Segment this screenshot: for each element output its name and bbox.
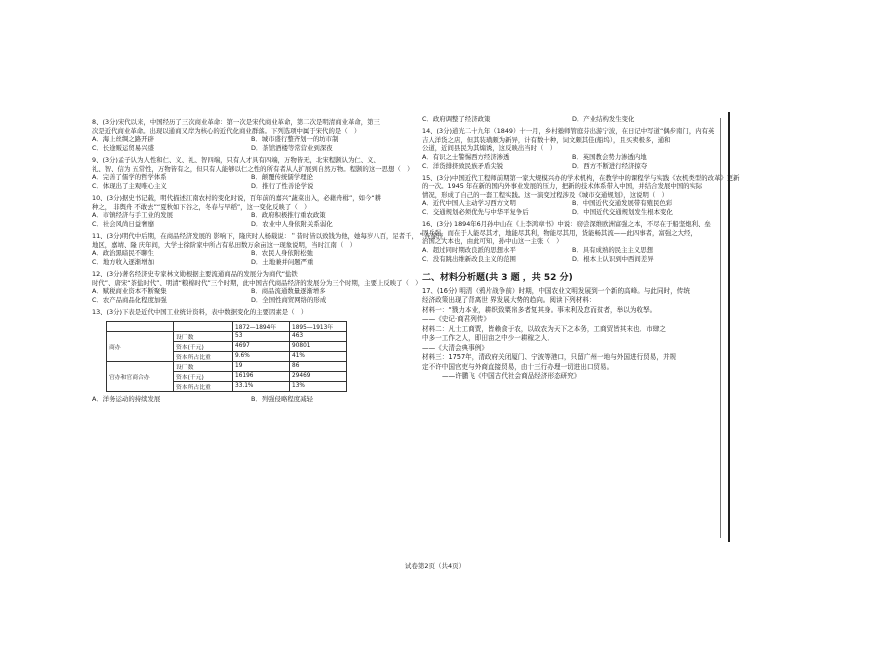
question-text: 12、(3分)著名经济史专家林文勋根据主要流通商品的发展分为商代“盐铁 xyxy=(92,270,298,278)
option-d: D．农业中人身依附关系弱化 xyxy=(251,220,333,228)
left-column xyxy=(92,115,444,404)
question-text: 公道，近间县民为其煽诱，这反映出当时（ ） xyxy=(422,144,557,152)
option-c: C．长途贩运贸易兴盛 xyxy=(92,144,154,152)
question-10 xyxy=(92,194,410,229)
option-d: D．中国近代交通规划发生根本变化 xyxy=(572,208,673,216)
table-header-cell: 1872—1894年 xyxy=(233,321,290,331)
question-text: 8、(3分)宋代以来，中国经历了三次商业革命：第一次是宋代商业革命，第二次是明清商业革命，第三 xyxy=(92,118,380,126)
table-cell: 资本(千元) xyxy=(174,341,233,351)
option-b: B．商品流通数量逐渐增多 xyxy=(251,287,326,295)
question-text: 11、(3分)明代中后期，在商品经济发展的 影响下，隆庆时人杨载说：＂昔时皆以致钱为他，她每岁八百，足者千，＂在徐江 xyxy=(92,232,444,240)
options xyxy=(422,208,722,217)
option-a: A．完善了儒学的哲学体系 xyxy=(92,173,167,181)
options xyxy=(422,153,722,162)
option-a: A．近代中国人主动学习西方文明 xyxy=(422,199,516,207)
table-cell: 90801 xyxy=(290,341,347,351)
material-3: 定不许中国官吏与外商直接贸易，由十三行办理一切进出口贸易。 xyxy=(422,362,614,371)
question-text: 情况，形成了自己的一套工程实践。这一演变过程涉及《城市交通规划》，这说明（ ） xyxy=(422,190,669,199)
option-c: C．农产品商品化程度加强 xyxy=(92,296,167,304)
option-a: A．超过同时期改良派的思想水平 xyxy=(422,245,516,254)
option-c: C．体现出了主观唯心主义 xyxy=(92,182,167,190)
options xyxy=(92,249,410,258)
option-a: A．市镇经济与手工业的发展 xyxy=(92,211,174,219)
option-a: A．海上丝绸之路开辟 xyxy=(92,135,154,143)
table-group-cell: 商办 xyxy=(107,331,174,361)
table-cell: 设厂数 xyxy=(174,361,233,371)
table-cell: 9.6% xyxy=(233,351,290,361)
options xyxy=(92,287,410,296)
options xyxy=(92,144,410,153)
option-d: D．产业结构发生变化 xyxy=(572,115,635,123)
table-cell: 19 xyxy=(233,361,290,371)
table-cell: 资本所占比重 xyxy=(174,351,233,361)
table-cell: 41% xyxy=(290,351,347,361)
question-text: 礼、智、信为 五常性，万物皆有之，但只有人能够以仁之性的所有者从人扩展到自然万物。程颢的这一思想（ ） xyxy=(92,164,414,173)
options xyxy=(92,296,410,305)
option-b: B．具有成熟的民主主义思想 xyxy=(572,245,654,254)
table-row xyxy=(107,361,347,371)
option-d: D．西方不断进行经济掠夺 xyxy=(572,161,648,170)
option-c: C．没有跳出维新改良主义的范围 xyxy=(422,254,516,263)
question-text: 13、(3分)下表是近代中国工业统计资料，表中数据变化的主要因素是（ ） xyxy=(92,308,308,316)
material-3: 材料三：1757年，清政府关闭厦门、宁波等港口，只留广州一地与外国进行贸易，并规 xyxy=(422,353,677,361)
table-group-cell: 官办和官商合办 xyxy=(107,361,174,391)
question-text: 16、(3分) 1894年6月孙中山在《上李鸿章书》中说：窃尝深维欧洲富强之本，不尽在于船坚炮利、垒 xyxy=(422,220,711,228)
option-c: C．政府调整了经济政策 xyxy=(422,115,491,123)
table-cell: 86 xyxy=(290,361,347,371)
material-1: 材料一：“戮力本业，耕织致粟帛多者复其身。事末利及怠而贫者，举以为收孥。 xyxy=(422,305,657,314)
option-a: A．政治黑暗民不聊生 xyxy=(92,249,154,257)
option-a: A．赋税商业资本不断聚集 xyxy=(92,287,167,295)
question-9 xyxy=(92,156,414,191)
table-header-cell: 1895—1913年 xyxy=(290,321,347,331)
question-text: 种之， 非舆舟 不敢去”“夏秋如下谷之，冬春与早稻”，这一变化反映了（ ） xyxy=(92,202,311,211)
table-cell: 53 xyxy=(233,331,290,341)
material-1-source: ——《史记·商君列传》 xyxy=(422,315,491,323)
material-2-source: ——《大清会典事例》 xyxy=(422,343,488,352)
option-c: C．洋货排挤致民族矛盾尖锐 xyxy=(422,161,504,170)
option-c: C．交通规划必须优先与中华平复争后 xyxy=(422,208,529,216)
question-8 xyxy=(92,118,410,153)
question-text: 经济政策出现了背离世 界发展大势的趋向。阅读下列材料： xyxy=(422,296,596,304)
right-column xyxy=(422,115,740,382)
table-header-cell xyxy=(174,321,233,331)
question-17 xyxy=(422,287,722,382)
table-cell: 资本所占比重 xyxy=(174,381,233,391)
option-b: B．农民人身依附松弛 xyxy=(251,249,313,257)
option-d: D．推行了性善论学说 xyxy=(251,182,314,190)
table-cell: 29469 xyxy=(290,371,347,381)
option-d: D．茶馆酒楼等常营业到深夜 xyxy=(251,144,333,152)
options xyxy=(92,182,410,191)
table-cell: 资本(千元) xyxy=(174,371,233,381)
option-c: C．地方收入逐渐增加 xyxy=(92,258,154,266)
question-text: 次是近代商业革命。出现以通商又岸为核心的近代化商业群落。下列选项中属于宋代的是（ ） xyxy=(92,126,361,135)
question-text: 吉人洋货之店，但其装璜颇为新异，计有数十种，词文颇其佳(船坞），且买卖极多，通和 xyxy=(422,135,671,144)
question-text: 固兵强，而在于人能尽其才，地能尽其利，物能尽其用，货能畅其流——此四事者，富强之大经， xyxy=(422,228,697,237)
option-b: B．颠覆传统儒学理论 xyxy=(251,173,313,181)
option-a: A．洋务运动的持续发展 xyxy=(92,394,161,403)
option-a: A．有识之士警惕西方经济渗透 xyxy=(422,152,510,161)
table-cell: 463 xyxy=(290,331,347,341)
question-11 xyxy=(92,232,444,267)
table-header-row xyxy=(107,321,347,331)
options xyxy=(92,135,410,144)
option-b: B．英国教会势力渗透内地 xyxy=(572,152,647,161)
options xyxy=(422,255,722,264)
table-row xyxy=(107,331,347,341)
question-14 xyxy=(422,127,722,171)
option-b: B．城市盛行整齐划一的坊市制 xyxy=(251,135,339,143)
industry-stats-table xyxy=(106,321,347,392)
question-text: 14、(3分)道光二十九年（1849）十一月，乡村塾师管庭芬出游宁波，在日记中写道“偶步南门，内有英 xyxy=(422,127,715,135)
question-text: 10、(3分)据史书记载，明代描述江南农村的变化时说，百年前的嘉兴“蔬菜出入，必藉舟楫”，如今“耕 xyxy=(92,194,382,202)
options xyxy=(422,246,722,255)
question-text: 时代”、唐宋“茶盐时代”、明清“粮棉时代”三个时期，此中国古代商品经济的发展分为三个时期，主要上反映了（ ） xyxy=(92,278,422,287)
table-cell: 16196 xyxy=(233,371,290,381)
page-footer: 试卷第2页（共4页） xyxy=(404,562,466,570)
option-d: D．根本上认识到中西间差异 xyxy=(572,254,654,263)
question-12 xyxy=(92,270,422,305)
options xyxy=(92,220,410,229)
table-header-cell xyxy=(107,321,174,331)
question-text: 地区，嘉靖、隆 庆年间，大学士徐阶家中所占有私田数万余亩这一现象说明，当时江南（ ） xyxy=(92,240,357,249)
option-c: C．社会风尚日益奢靡 xyxy=(92,220,154,228)
table-cell: 33.1% xyxy=(233,381,290,391)
material-2: 中多一工作之人，即田亩之中少一耕稼之人． xyxy=(422,334,554,342)
options xyxy=(422,115,722,124)
material-3-source: ——许鹏飞《中国古代社会商品经济形态研究》 xyxy=(442,372,581,380)
exam-sheet xyxy=(92,115,740,545)
table-cell: 设厂数 xyxy=(174,331,233,341)
table-cell: 4697 xyxy=(233,341,290,351)
section-heading: 二、材料分析题(共 3 题 ，共 52 分) xyxy=(422,272,573,283)
question-13 xyxy=(92,308,410,404)
options xyxy=(422,162,722,171)
option-b: B．政府积极推行重农政策 xyxy=(251,211,326,219)
options xyxy=(422,199,722,208)
options xyxy=(92,258,410,267)
option-d: D．土地兼并问题严重 xyxy=(251,258,314,266)
question-text: 的一次。1945 年在新的国内外事业发展的压力，把新的技术体系带入中国，并结合发展中国的实际 xyxy=(422,182,703,190)
option-b: B．列强侵略程度减轻 xyxy=(251,394,313,403)
option-d: D．全国性商贸网络的形成 xyxy=(251,296,327,304)
material-2: 材料二：凡士工商贾，皆赖食于农，以故农为天下之本务，工商贸皆其末也．市肆之 xyxy=(422,324,666,333)
question-15 xyxy=(422,173,740,218)
question-text: 15、(3分)中国近代工程师前期第一家大规模兴办的学术机构，在教学中的课程学与实践《农机类型的改革》更新 xyxy=(422,173,740,182)
question-text: 17、(16分) 明清（鸦片战争前）时期，中国农业文明发展到一个新的高峰。与此同时，传统 xyxy=(422,286,690,295)
options xyxy=(92,211,410,220)
question-text: 9、(3分)孟子认为人性和仁、义、礼、智四端，只有人才具有四端，万物皆无，北宋程颢认为仁、义、 xyxy=(92,156,380,164)
options xyxy=(92,173,410,182)
options xyxy=(92,395,410,404)
option-b: B．中国近代交通发展带有殖民色彩 xyxy=(572,199,673,207)
question-16 xyxy=(422,220,722,264)
table-cell: 13% xyxy=(290,381,347,391)
question-text: 治国之大本也，由此可知，孙中山这一主张（ ） xyxy=(422,237,563,245)
